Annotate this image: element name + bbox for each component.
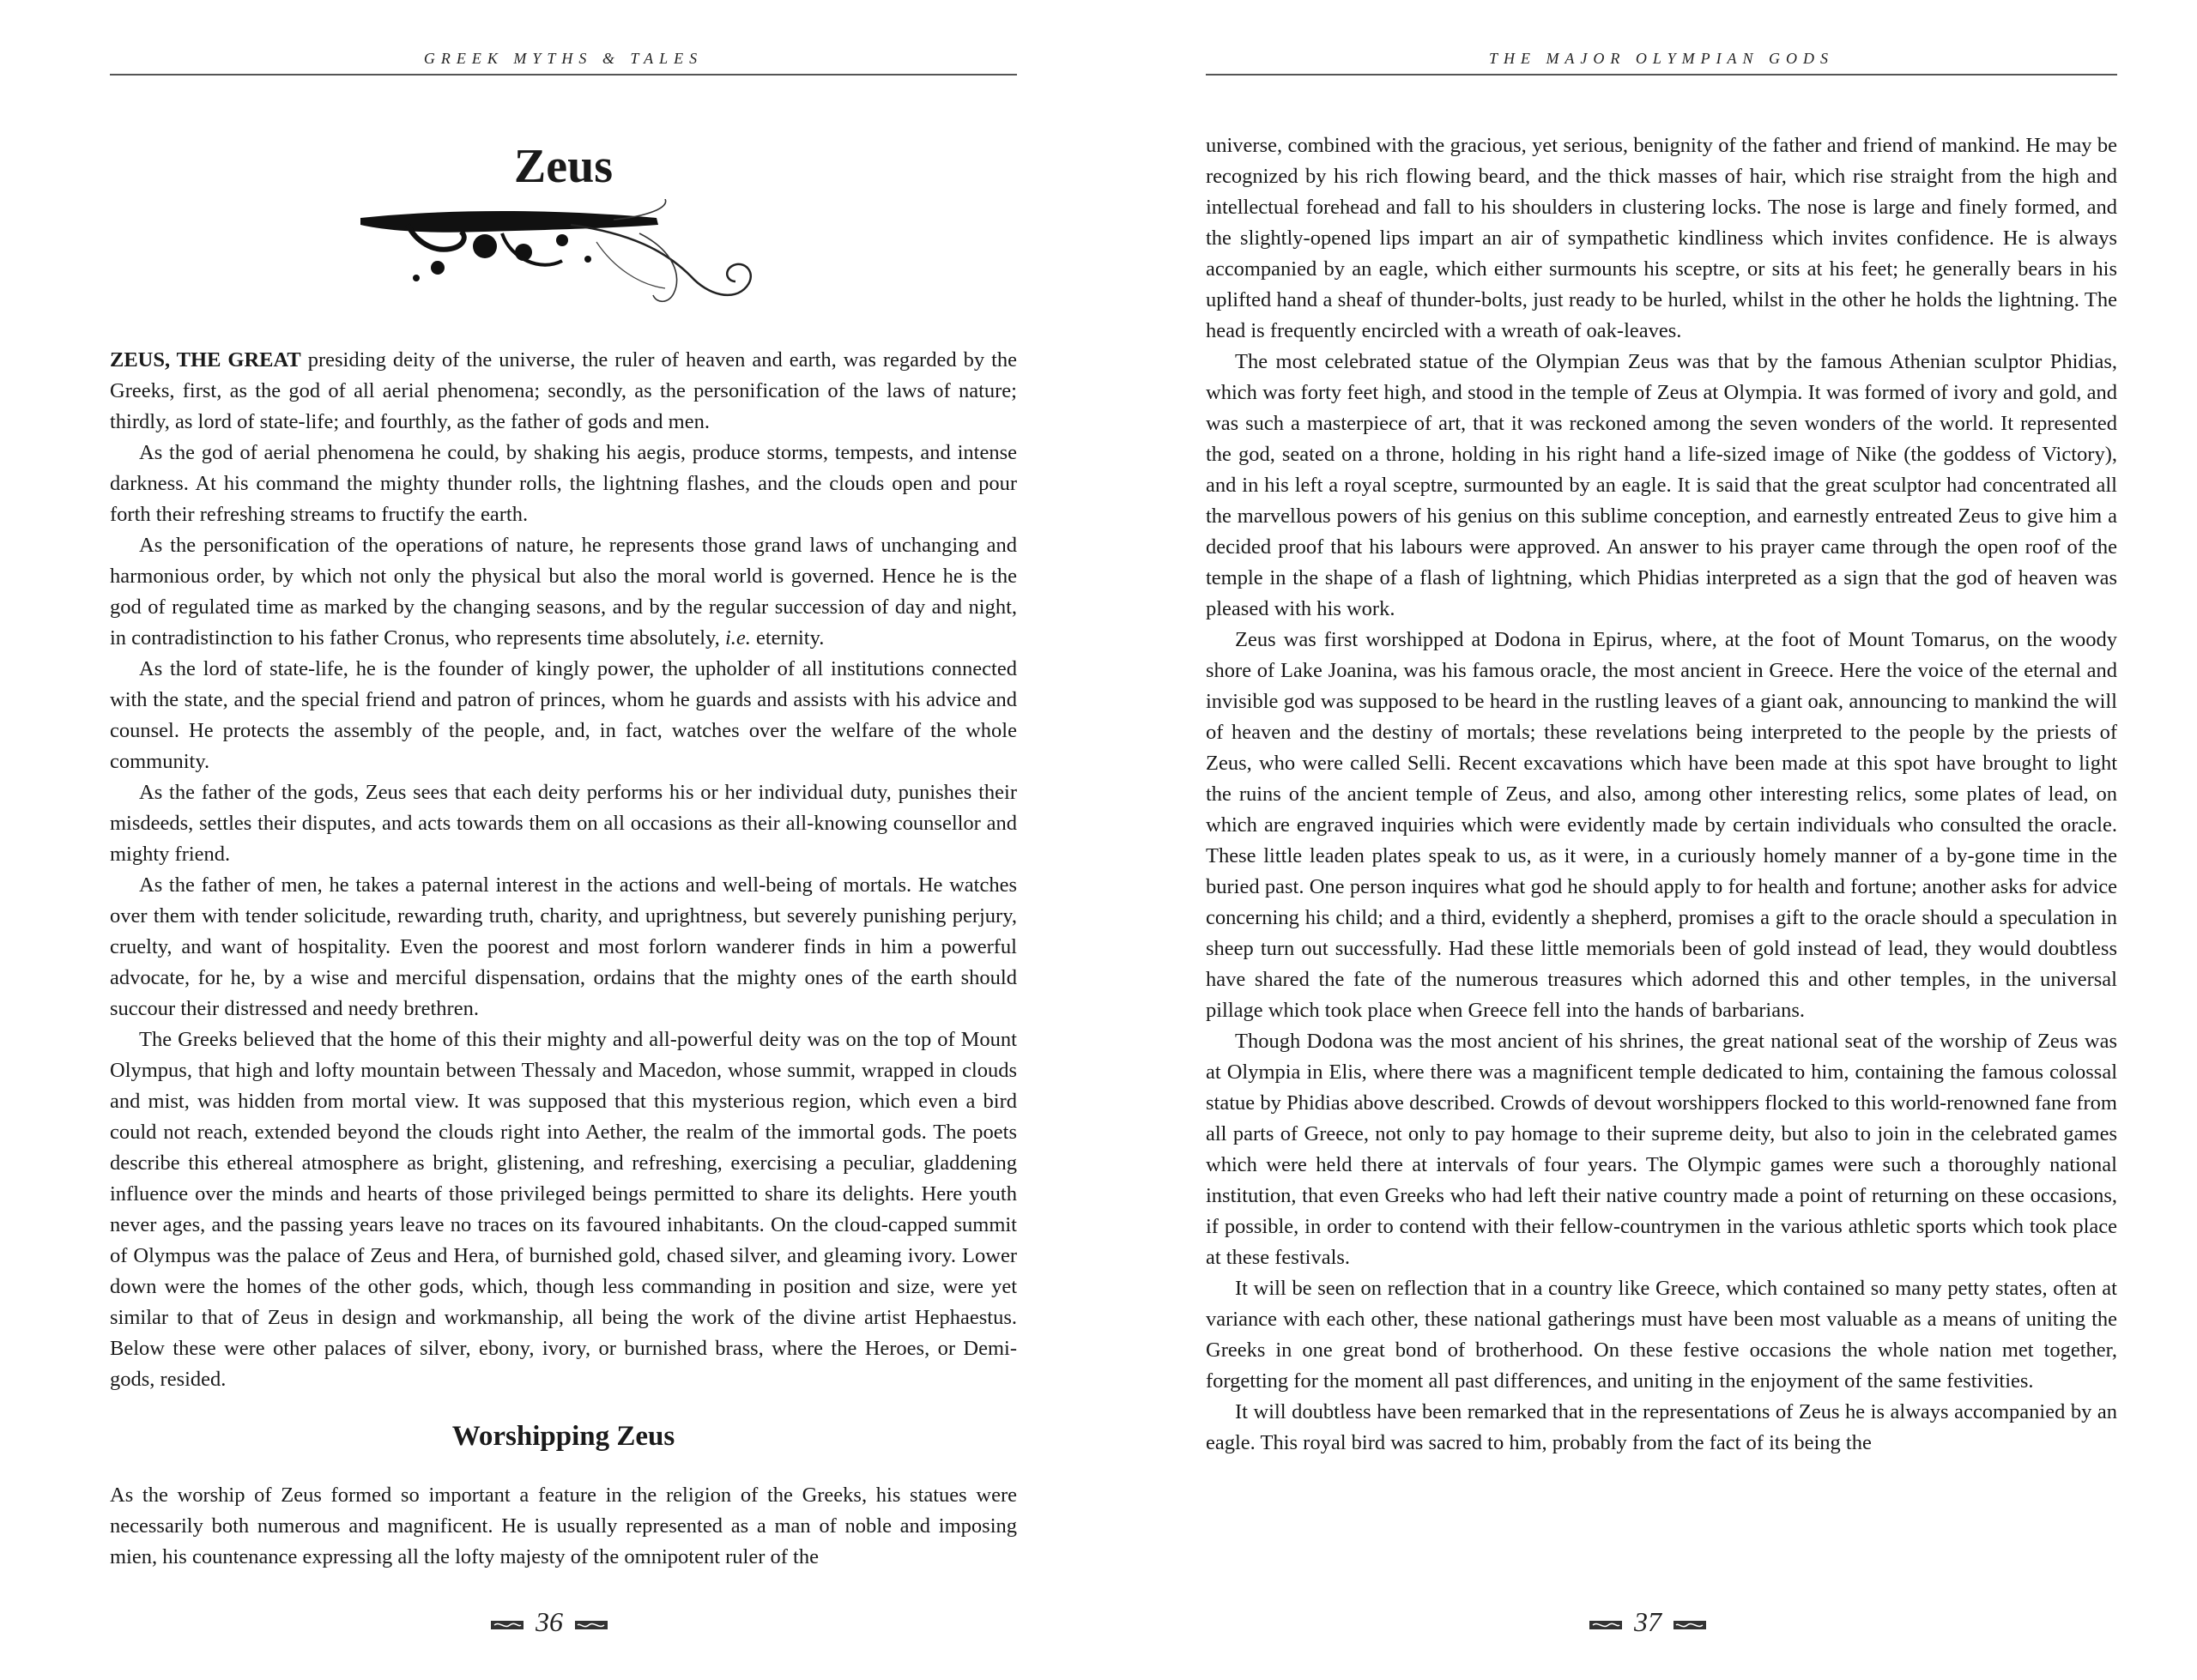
page-number: 36 bbox=[536, 1606, 563, 1637]
paragraph: The most celebrated statue of the Olympian Zeus was that by the famous Athenian sculptor Phidias, which was forty feet high, and stood in the temple of Zeus at Olympia. It was formed of ivory and gold, and was such a masterpiece of art, that it was reckoned among the seven wonders of the world. It represented the god, seated on a throne, holding in his right hand a life-sized image of Nike (the goddess of Victory), and in his left a royal sceptre, surmounted by an eagle. It is said that the great sculptor had concentrated all the marvellous powers of his genius on this sublime conception, and earnestly entreated Zeus to give him a decided proof that his labours were approved. An answer to his prayer came through the open roof of the temple in the shape of a flash of lightning, which Phidias interpreted as a sign that the god of heaven was pleased with his work. bbox=[1206, 350, 2117, 620]
folio-ornament-left bbox=[1589, 1619, 1622, 1631]
page-number-footer bbox=[1098, 1606, 2197, 1638]
running-head: GREEK MYTHS & TALES bbox=[110, 50, 1017, 76]
paragraph: The Greeks believed that the home of this their mighty and all-powerful deity was on the top of Mount Olympus, that high and lofty mountain between Thessaly and Macedon, whose summit, wrapped in clouds and mist, was hidden from mortal view. It was supposed that this mysterious region, which even a bird could not reach, extended beyond the clouds right into Aether, the realm of the immortal gods. The poets describe this ethereal atmosphere as bright, glistening, and refreshing, exercising a peculiar, gladdening influence over the minds and hearts of those privileged beings permitted to share its delights. Here youth never ages, and the passing years leave no traces on its favoured inhabitants. On the cloud-capped summit of Olympus was the palace of Zeus and Hera, of burnished gold, chased silver, and gleaming ivory. Lower down were the homes of the other gods, which, though less commanding in position and size, were yet similar to that of Zeus in design and workmanship, all being the work of the divine artist Hephaestus. Below these were other palaces of silver, ebony, ivory, or burnished brass, where the Heroes, or Demi-gods, resided. bbox=[110, 1028, 1017, 1391]
paragraph: As the lord of state-life, he is the founder of kingly power, the upholder of all institutions connected with the state, and the special friend and patron of princes, whom he guards and assists with his advice and counsel. He protects the assembly of the people, and, in fact, watches over the welfare of the whole community. bbox=[110, 657, 1017, 773]
chapter-body bbox=[110, 345, 1017, 1395]
section-heading: Worshipping Zeus bbox=[451, 1421, 675, 1452]
paragraph: As the father of men, he takes a paternal interest in the actions and well-being of mortals. He watches over them with tender solicitude, rewarding truth, charity, and uprightness, but severely punishing perjury, cruelty, and want of hospitality. Even the poorest and most forlorn wanderer finds in him a powerful advocate, for he, by a wise and merciful dispensation, ordains that the mighty ones of the earth should succour their distressed and needy brethren. bbox=[110, 873, 1017, 1020]
folio-ornament-right bbox=[1673, 1619, 1706, 1631]
chapter-title: Zeus bbox=[513, 140, 614, 193]
paragraph: It will doubtless have been remarked that in the representations of Zeus he is always accompanied by an eagle. This royal bird was sacred to him, probably from the fact of its being the bbox=[1206, 1400, 2117, 1454]
paragraph: As the personification of the operations of nature, he represents those grand laws of unchanging and harmonious order, by which not only the physical but also the moral world is governed. Hence he is the god of regulated time as marked by the changing seasons, and by the regular succession of day and night, in contradistinction to his father Cronus, who represents time absolutely, i.e. eternity. bbox=[110, 534, 1017, 650]
paragraph: universe, combined with the gracious, yet serious, benignity of the father and friend of mankind. He may be recognized by his rich flowing beard, and the thick masses of hair, which rise straight from the high and intellectual forehead and fall to his shoulders in clustering locks. The nose is large and finely formed, and the slightly-opened lips impart an air of sympathetic kindliness which invites confidence. He is always accompanied by an eagle, which either surmounts his sceptre, or sits at his feet; he generally bears in his uplifted hand a sheaf of thunder-bolts, just ready to be hurled, whilst in the other he holds the lightning. The head is frequently encircled with a wreath of oak-leaves. bbox=[1206, 134, 2117, 342]
left-page bbox=[0, 0, 1098, 1680]
right-page bbox=[1098, 0, 2197, 1680]
running-head: THE MAJOR OLYMPIAN GODS bbox=[1206, 50, 2117, 76]
lead-caps: ZEUS, THE GREAT bbox=[110, 348, 301, 372]
paragraph: As the worship of Zeus formed so important a feature in the religion of the Greeks, his statues were necessarily both numerous and magnificent. He is usually represented as a man of noble and imposing mien, his countenance expressing all the lofty majesty of the omnipotent ruler of the bbox=[110, 1484, 1017, 1568]
page-number-footer bbox=[0, 1606, 1098, 1638]
paragraph: As the god of aerial phenomena he could, by shaking his aegis, produce storms, tempests, and intense darkness. At his command the mighty thunder rolls, the lightning flashes, and the clouds open and pour forth their refreshing streams to fructify the earth. bbox=[110, 441, 1017, 526]
paragraph-intro: ZEUS, THE GREAT presiding deity of the universe, the ruler of heaven and earth, was regarded by the Greeks, first, as the god of all aerial phenomena; secondly, as the personification of the laws of nature; thirdly, as lord of state-life; and fourthly, as the father of gods and men. bbox=[110, 348, 1018, 433]
folio-ornament-left bbox=[491, 1619, 524, 1631]
section-body bbox=[110, 1480, 1017, 1573]
paragraph: It will be seen on reflection that in a country like Greece, which contained so many petty states, often at variance with each other, these national gatherings must have been most valuable as a means of uniting the Greeks in one great bond of brotherhood. On these festive occasions the whole nation met together, forgetting for the moment all past differences, and uniting in the enjoyment of the same festivities. bbox=[1206, 1277, 2117, 1393]
paragraph: As the father of the gods, Zeus sees that each deity performs his or her individual duty, punishes their misdeeds, settles their disputes, and acts towards them on all occasions as their all-knowing counsellor and mighty friend. bbox=[110, 781, 1017, 866]
page-number: 37 bbox=[1634, 1606, 1661, 1637]
paragraph: Though Dodona was the most ancient of his shrines, the great national seat of the worship of Zeus was at Olympia in Elis, where there was a magnificent temple dedicated to him, containing the famous colossal statue by Phidias above described. Crowds of devout worshippers flocked to this world-renowned fane from all parts of Greece, not only to pay homage to their supreme deity, but also to join in the celebrated games which were held there at intervals of four years. The Olympic games were such a thoroughly national institution, that even Greeks who had left their native country made a point of returning on these occasions, if possible, in order to contend with their fellow-countrymen in the various athletic sports which took place at these festivals. bbox=[1206, 1030, 2117, 1269]
paragraph: Zeus was first worshipped at Dodona in Epirus, where, at the foot of Mount Tomarus, on the woody shore of Lake Joanina, was his famous oracle, the most ancient in Greece. Here the voice of the eternal and invisible god was supposed to be heard in the rustling leaves of a giant oak, announcing to mankind the will of heaven and the destiny of mortals; these revelations being interpreted to the people by the priests of Zeus, who were called Selli. Recent excavations which have been made at this spot have brought to light the ruins of the ancient temple of Zeus, and also, among other interesting relics, some plates of lead, on which are engraved inquiries which were evidently made by certain individuals who consulted the oracle. These little leaden plates speak to us, as it were, in a curiously homely manner of a by-gone time in the buried past. One person inquires what god he should apply to for health and fortune; another asks for advice concerning his child; and a third, evidently a shepherd, promises a gift to the oracle should a speculation in sheep turn out successfully. Had these little memorials been of gold instead of lead, they would doubtless have shared the fate of the numerous treasures which adorned this and other temples, in the universal pillage which took place when Greece fell into the hands of barbarians. bbox=[1206, 628, 2117, 1022]
ink-flourish-ornament bbox=[356, 199, 785, 311]
folio-ornament-right bbox=[575, 1619, 608, 1631]
italic-ie: i.e. bbox=[724, 626, 751, 650]
chapter-body bbox=[1206, 130, 2117, 1459]
